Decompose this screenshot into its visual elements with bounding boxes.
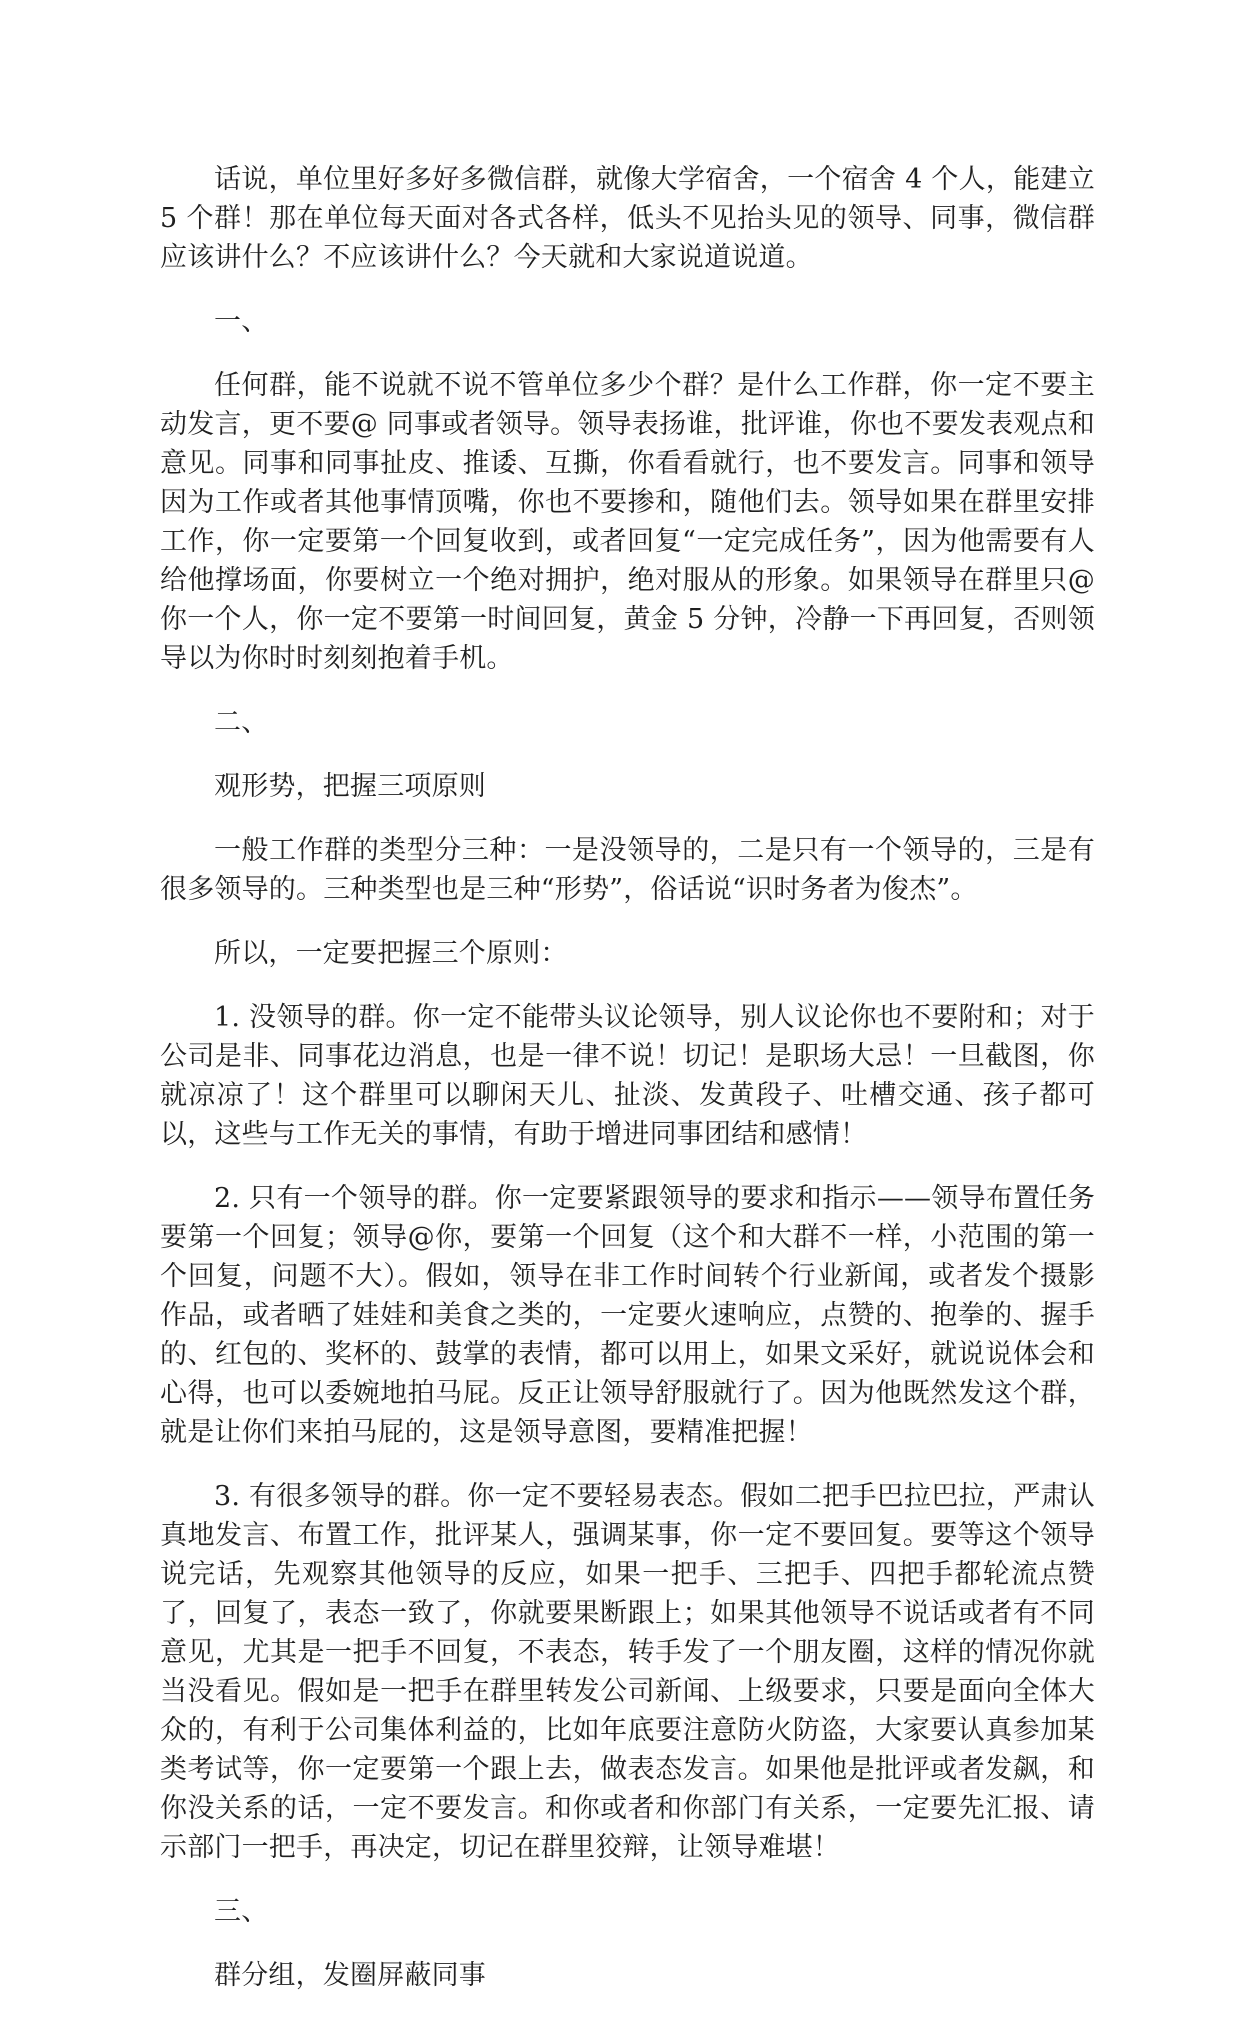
principles-lead-in: 所以，一定要把握三个原则： <box>214 938 568 969</box>
section-2-title: 观形势，把握三项原则 <box>214 771 486 802</box>
article-body <box>160 160 1095 2020</box>
section-heading-1: 一、 <box>214 306 269 337</box>
principle-1-paragraph: 1. 没领导的群。你一定不能带头议论领导，别人议论你也不要附和；对于公司是非、同事花边消息，也是一律不说！切记！是职场大忌！一旦截图，你就凉凉了！这个群里可以聊闲天儿、扯淡、发黄段子、吐槽交通、孩子都可以，这些与工作无关的事情，有助于增进同事团结和感情！ <box>160 1002 1095 1150</box>
section-3-title: 群分组，发圈屏蔽同事 <box>214 1960 486 1991</box>
principle-2-paragraph: 2. 只有一个领导的群。你一定要紧跟领导的要求和指示——领导布置任务要第一个回复；领导@你，要第一个回复（这个和大群不一样，小范围的第一个回复，问题不大）。假如，领导在非工作时间转个行业新闻，或者发个摄影作品，或者晒了娃娃和美食之类的，一定要火速响应，点赞的、抱拳的、握手的、红包的、奖杯的、鼓掌的表情，都可以用上，如果文采好，就说说体会和心得，也可以委婉地拍马屁。反正让领导舒服就行了。因为他既然发这个群，就是让你们来拍马屁的，这是领导意图，要精准把握！ <box>160 1183 1095 1448</box>
intro-paragraph: 话说，单位里好多好多微信群，就像大学宿舍，一个宿舍 4 个人，能建立 5 个群！那在单位每天面对各式各样，低头不见抬头见的领导、同事，微信群应该讲什么？不应该讲什么？今天就和大家说道说道。 <box>160 164 1095 273</box>
principle-3-paragraph: 3. 有很多领导的群。你一定不要轻易表态。假如二把手巴拉巴拉，严肃认真地发言、布置工作，批评某人，强调某事，你一定不要回复。要等这个领导说完话，先观察其他领导的反应，如果一把手、三把手、四把手都轮流点赞了，回复了，表态一致了，你就要果断跟上；如果其他领导不说话或者有不同意见，尤其是一把手不回复，不表态，转手发了一个朋友圈，这样的情况你就当没看见。假如是一把手在群里转发公司新闻、上级要求，只要是面向全体大众的，有利于公司集体利益的，比如年底要注意防火防盗，大家要认真参加某类考试等，你一定要第一个跟上去，做表态发言。如果他是批评或者发飙，和你没关系的话，一定不要发言。和你或者和你部门有关系，一定要先汇报、请示部门一把手，再决定，切记在群里狡辩，让领导难堪！ <box>160 1481 1095 1863</box>
section-2-intro-paragraph: 一般工作群的类型分三种：一是没领导的，二是只有一个领导的，三是有很多领导的。三种类型也是三种“形势”，俗话说“识时务者为俊杰”。 <box>160 835 1095 905</box>
section-heading-3: 三、 <box>214 1896 269 1927</box>
section-heading-2: 二、 <box>214 707 269 738</box>
section-1-paragraph: 任何群，能不说就不说不管单位多少个群？是什么工作群，你一定不要主动发言，更不要@ 同事或者领导。领导表扬谁，批评谁，你也不要发表观点和意见。同事和同事扯皮、推诿、互撕，你看看就行，也不要发言。同事和领导因为工作或者其他事情顶嘴，你也不要掺和，随他们去。领导如果在群里安排工作，你一定要第一个回复收到，或者回复“一定完成任务”，因为他需要有人给他撑场面，你要树立一个绝对拥护，绝对服从的形象。如果领导在群里只@ 你一个人，你一定不要第一时间回复，黄金 5 分钟，冷静一下再回复，否则领导以为你时时刻刻抱着手机。 <box>160 370 1095 674</box>
